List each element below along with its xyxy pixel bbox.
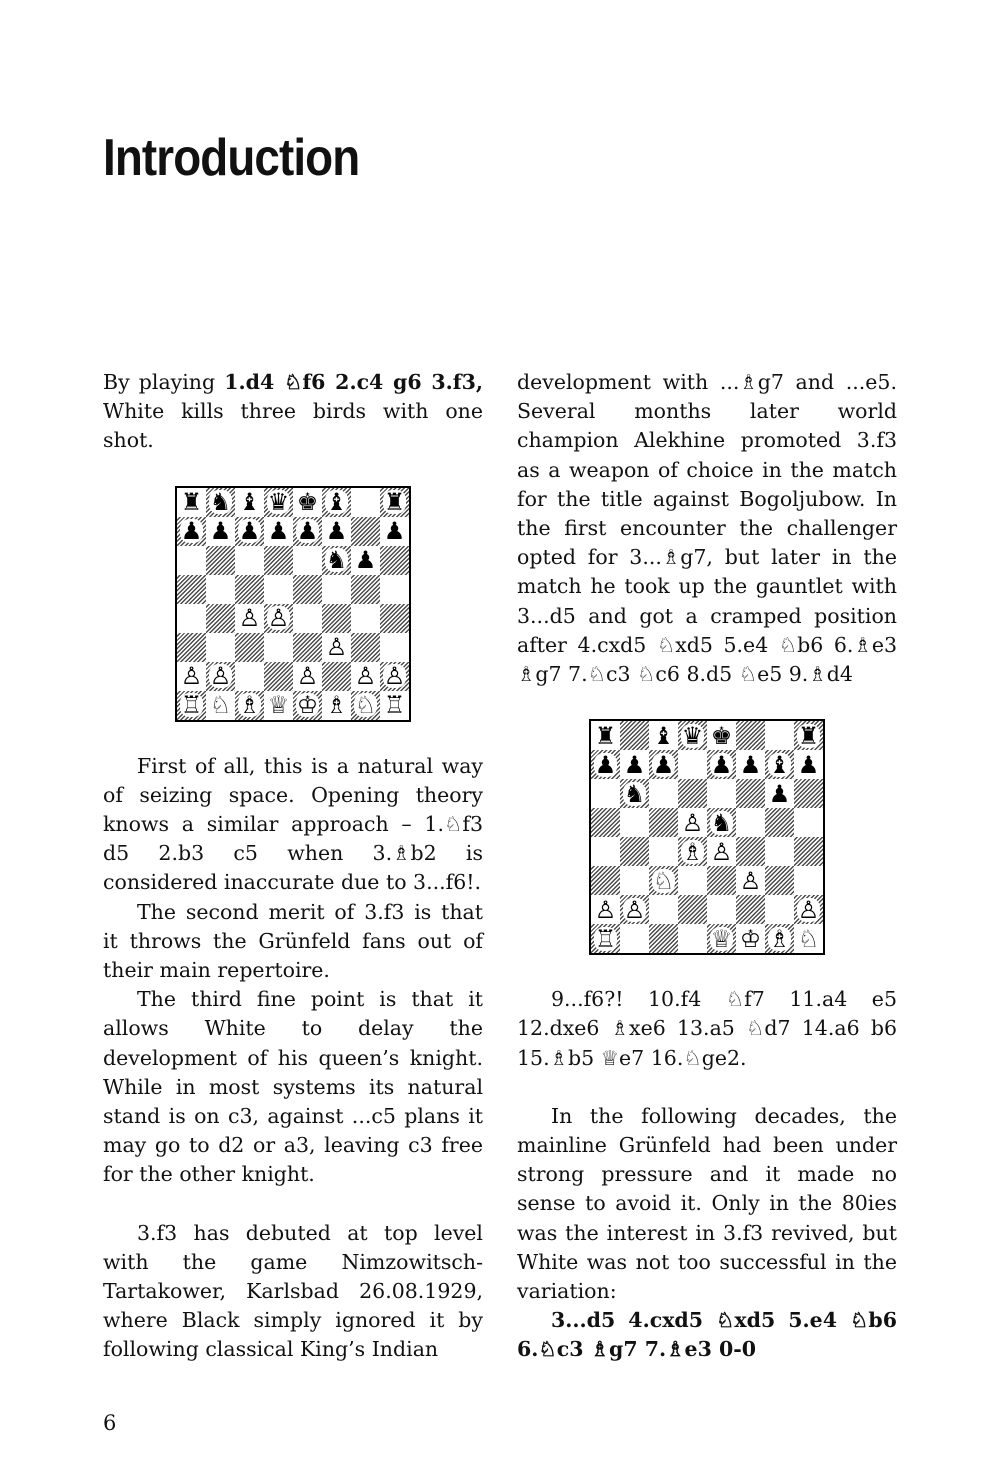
board-square [293, 546, 322, 575]
board-square [649, 924, 678, 953]
board-square [322, 488, 351, 517]
chess-piece: ♙ [623, 895, 646, 924]
board-square [351, 633, 380, 662]
chess-piece: ♟ [180, 517, 203, 546]
board-square [765, 837, 794, 866]
board-square [206, 633, 235, 662]
chess-piece: ♘ [652, 866, 675, 895]
page-number: 6 [103, 1411, 117, 1435]
chess-piece: ♟ [652, 750, 675, 779]
chess-piece: ♙ [681, 808, 704, 837]
paragraph: The third fine point is that it allows White to delay the development of his queen’s knight. While in most systems its natural stand is on c3, against ...c5 plans it may go to d2 or a3, leaving c3 free for the other knight. [103, 987, 483, 1187]
board-square [235, 575, 264, 604]
board-square [794, 866, 823, 895]
board-square [380, 517, 409, 546]
chess-piece: ♔ [296, 691, 319, 720]
board-square [620, 924, 649, 953]
chess-piece: ♙ [209, 662, 232, 691]
board-square [620, 750, 649, 779]
board-square [235, 546, 264, 575]
board-square [351, 488, 380, 517]
chess-piece: ♚ [296, 488, 319, 517]
board-square [707, 924, 736, 953]
board-square [380, 546, 409, 575]
board-square [206, 575, 235, 604]
paragraph: In the following decades, the mainline Grünfeld had been under strong pressure and it made no sense to avoid it. Only in the 80ies was the interest in 3.f3 revived, but White was not too successful in the variation: [517, 1103, 897, 1304]
chess-piece: ♟ [797, 750, 820, 779]
board-square [707, 750, 736, 779]
board-square [649, 779, 678, 808]
chess-piece: ♟ [710, 750, 733, 779]
board-square [264, 633, 293, 662]
board-square [620, 808, 649, 837]
board-square [649, 866, 678, 895]
board-square [206, 488, 235, 517]
board-square [736, 779, 765, 808]
paragraph: First of all, this is a natural way of seizing space. Opening theory knows a similar approach – 1.♘f3 d5 2.b3 c5 when 3.♗b2 is considered inaccurate due to 3...f6!. [103, 753, 483, 895]
chess-piece: ♘ [209, 691, 232, 720]
board-square [765, 924, 794, 953]
board-square [620, 866, 649, 895]
board-square [620, 779, 649, 808]
chess-piece: ♙ [325, 633, 348, 662]
board-square [678, 750, 707, 779]
board-square [620, 837, 649, 866]
board-square [736, 808, 765, 837]
chess-piece: ♟ [238, 517, 261, 546]
chess-piece: ♔ [739, 924, 762, 953]
chess-piece: ♖ [383, 691, 406, 720]
chess-piece: ♕ [267, 691, 290, 720]
board-square [177, 546, 206, 575]
board-square [765, 895, 794, 924]
board-square [351, 691, 380, 720]
board-square [206, 691, 235, 720]
chess-piece: ♗ [325, 691, 348, 720]
board-square [620, 721, 649, 750]
board-square [736, 837, 765, 866]
board-square [736, 895, 765, 924]
board-square [794, 808, 823, 837]
chess-piece: ♛ [681, 721, 704, 750]
chess-board [175, 486, 411, 722]
board-square [177, 691, 206, 720]
board-square [177, 575, 206, 604]
board-square [293, 691, 322, 720]
board-square [351, 517, 380, 546]
board-square [206, 604, 235, 633]
chapter-title: Introduction [103, 129, 360, 187]
right-column [517, 368, 897, 1365]
board-square [351, 604, 380, 633]
board-square [380, 575, 409, 604]
board-square [591, 721, 620, 750]
chess-piece: ♝ [652, 721, 675, 750]
board-square [678, 808, 707, 837]
board-square [322, 575, 351, 604]
chess-piece: ♖ [594, 924, 617, 953]
board-square [707, 866, 736, 895]
board-square [235, 633, 264, 662]
board-square [591, 895, 620, 924]
board-square [380, 662, 409, 691]
board-square [293, 604, 322, 633]
board-square [322, 604, 351, 633]
chess-piece: ♛ [267, 488, 290, 517]
chess-piece: ♙ [267, 604, 290, 633]
chess-piece: ♕ [710, 924, 733, 953]
board-square [380, 691, 409, 720]
board-square [736, 866, 765, 895]
board-square [649, 808, 678, 837]
board-square [707, 837, 736, 866]
board-square [707, 721, 736, 750]
chess-piece: ♝ [238, 488, 261, 517]
board-square [235, 662, 264, 691]
paragraph: development with ...♗g7 and ...e5. Several months later world champion Alekhine promoted 3.f3 as a weapon of choice in the match for the title against Bogoljubow. In the first encounter the challenger opted for 3...♗g7, but later in the match he took up the gauntlet with 3...d5 and got a cramped position after 4.cxd5 ♘xd5 5.e4 ♘b6 6.♗e3 ♗g7 7.♘c3 ♘c6 8.d5 ♘e5 9.♗d4 [517, 370, 897, 687]
chess-piece: ♞ [710, 808, 733, 837]
board-square [765, 721, 794, 750]
board-square [649, 895, 678, 924]
board-square [707, 895, 736, 924]
chess-piece: ♙ [797, 895, 820, 924]
board-square [591, 808, 620, 837]
chess-piece: ♙ [710, 837, 733, 866]
board-square [794, 721, 823, 750]
chess-piece: ♟ [383, 517, 406, 546]
chess-piece: ♟ [325, 517, 348, 546]
chess-piece: ♙ [296, 662, 319, 691]
chess-piece: ♟ [267, 517, 290, 546]
board-square [591, 924, 620, 953]
chess-piece: ♗ [681, 837, 704, 866]
chess-piece: ♗ [238, 691, 261, 720]
board-square [293, 488, 322, 517]
chess-piece: ♙ [238, 604, 261, 633]
paragraph: The second merit of 3.f3 is that it throws the Grünfeld fans out of their main repertoire. [103, 899, 483, 983]
board-square [765, 866, 794, 895]
board-square [235, 488, 264, 517]
board-square [264, 575, 293, 604]
chess-piece: ♘ [797, 924, 820, 953]
board-square [293, 575, 322, 604]
board-square [264, 517, 293, 546]
board-square [293, 662, 322, 691]
board-square [293, 633, 322, 662]
board-square [380, 604, 409, 633]
paragraph: By playing 1.d4 ♘f6 2.c4 g6 3.f3, White kills three birds with one shot. [103, 370, 484, 453]
board-square [235, 604, 264, 633]
left-column [103, 368, 483, 1365]
board-square [794, 924, 823, 953]
board-square [794, 837, 823, 866]
chess-piece: ♞ [623, 779, 646, 808]
chess-piece: ♙ [354, 662, 377, 691]
chess-piece: ♙ [594, 895, 617, 924]
chess-piece: ♞ [325, 546, 348, 575]
move-sequence: 3...d5 4.cxd5 ♘xd5 5.e4 ♘b6 6.♘c3 ♗g7 7.♗e3 0-0 [517, 1308, 897, 1362]
board-square [591, 779, 620, 808]
board-square [380, 488, 409, 517]
board-square [177, 488, 206, 517]
board-square [235, 517, 264, 546]
board-square [206, 546, 235, 575]
chess-board [589, 719, 825, 955]
board-square [177, 633, 206, 662]
board-square [794, 779, 823, 808]
chess-piece: ♜ [180, 488, 203, 517]
board-square [678, 721, 707, 750]
chess-piece: ♟ [768, 779, 791, 808]
board-square [351, 546, 380, 575]
board-square [206, 662, 235, 691]
board-square [678, 895, 707, 924]
board-square [322, 662, 351, 691]
move-sequence: 1.d4 ♘f6 2.c4 g6 3.f3, [224, 370, 484, 394]
paragraph [517, 1306, 897, 1364]
chess-piece: ♙ [739, 866, 762, 895]
chess-piece: ♘ [354, 691, 377, 720]
chess-piece: ♜ [797, 721, 820, 750]
chess-piece: ♗ [768, 924, 791, 953]
chess-piece: ♖ [180, 691, 203, 720]
board-square [322, 633, 351, 662]
board-square [591, 866, 620, 895]
board-square [678, 779, 707, 808]
board-square [736, 924, 765, 953]
board-square [235, 691, 264, 720]
board-square [264, 604, 293, 633]
board-square [765, 808, 794, 837]
chess-piece: ♟ [354, 546, 377, 575]
board-square [177, 662, 206, 691]
board-square [351, 575, 380, 604]
board-square [678, 837, 707, 866]
chess-piece: ♙ [383, 662, 406, 691]
board-square [322, 546, 351, 575]
chess-piece: ♝ [325, 488, 348, 517]
board-square [649, 750, 678, 779]
board-square [794, 750, 823, 779]
board-square [736, 721, 765, 750]
board-square [322, 517, 351, 546]
board-square [794, 895, 823, 924]
board-square [322, 691, 351, 720]
chess-piece: ♝ [768, 750, 791, 779]
paragraph: 3.f3 has debuted at top level with the game Nimzowitsch-Tartakower, Karlsbad 26.08.1929, where Black simply ignored it by following classical King’s Indian [103, 1220, 483, 1362]
chess-piece: ♟ [739, 750, 762, 779]
board-square [206, 517, 235, 546]
chess-piece: ♞ [209, 488, 232, 517]
chess-piece: ♟ [209, 517, 232, 546]
board-square [678, 866, 707, 895]
chess-piece: ♚ [710, 721, 733, 750]
board-square [649, 721, 678, 750]
board-square [293, 517, 322, 546]
board-square [765, 779, 794, 808]
board-square [707, 808, 736, 837]
chess-piece: ♟ [623, 750, 646, 779]
board-square [591, 750, 620, 779]
board-square [736, 750, 765, 779]
board-square [380, 633, 409, 662]
paragraph: 9...f6?! 10.f4 ♘f7 11.a4 e5 12.dxe6 ♗xe6 13.a5 ♘d7 14.a6 b6 15.♗b5 ♕e7 16.♘ge2. [517, 987, 897, 1070]
board-square [649, 837, 678, 866]
board-square [264, 488, 293, 517]
board-square [177, 517, 206, 546]
board-square [177, 604, 206, 633]
chess-piece: ♜ [594, 721, 617, 750]
board-square [765, 750, 794, 779]
chess-diagram-2 [517, 719, 897, 955]
board-square [264, 546, 293, 575]
board-square [351, 662, 380, 691]
chess-piece: ♟ [296, 517, 319, 546]
board-square [264, 691, 293, 720]
board-square [264, 662, 293, 691]
chess-piece: ♜ [383, 488, 406, 517]
chess-piece: ♟ [594, 750, 617, 779]
board-square [707, 779, 736, 808]
board-square [678, 924, 707, 953]
board-square [620, 895, 649, 924]
chess-piece: ♙ [180, 662, 203, 691]
chess-diagram-1 [103, 486, 483, 722]
board-square [591, 837, 620, 866]
